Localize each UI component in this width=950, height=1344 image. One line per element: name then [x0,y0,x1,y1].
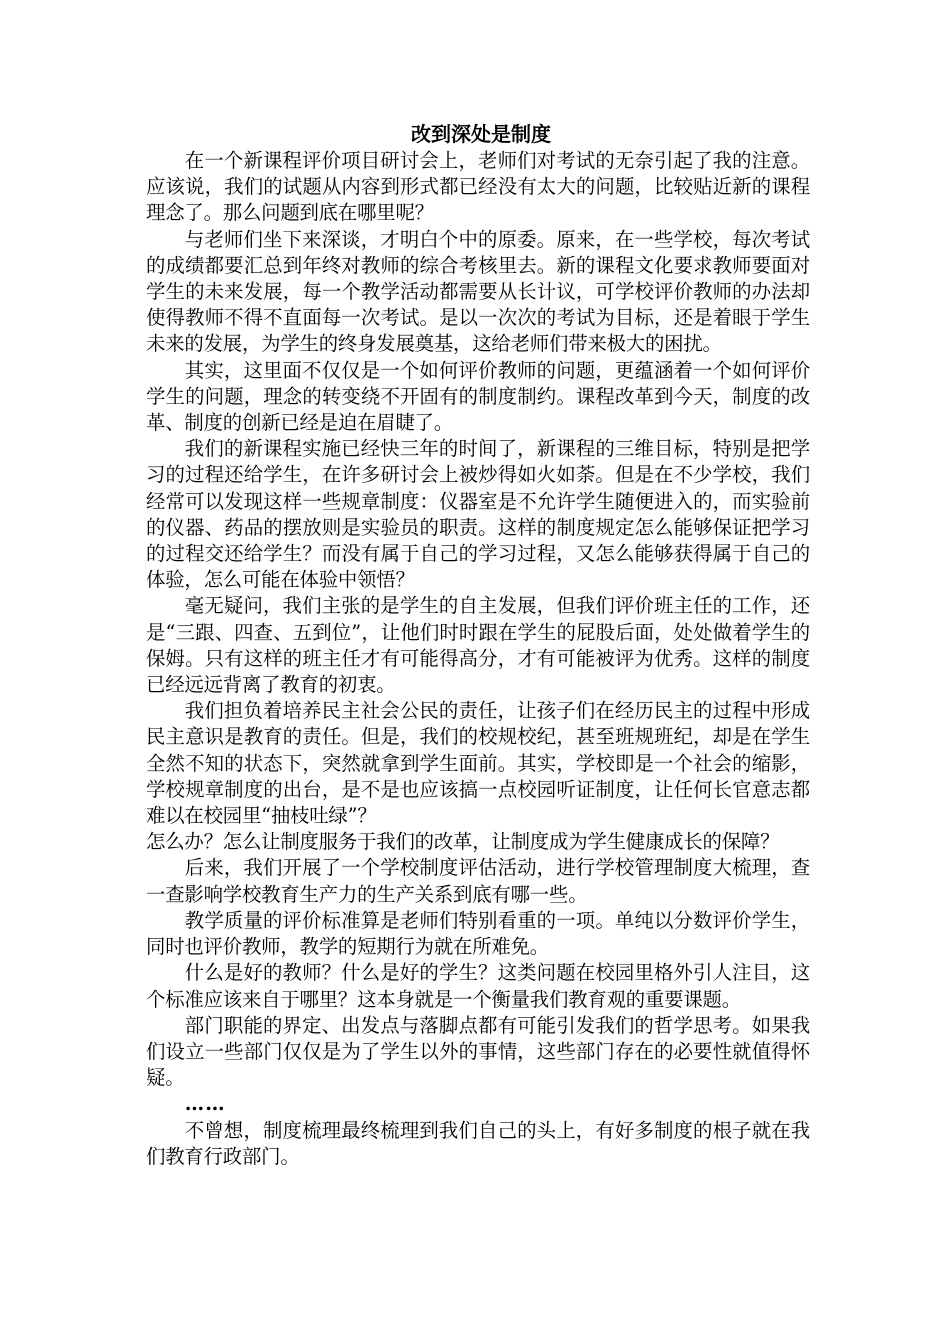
paragraph-8: 后来，我们开展了一个学校制度评估活动，进行学校管理制度大梳理，查一查影响学校教育生产力的生产关系到底有哪一些。 [146,856,810,906]
ellipsis-line: …… [184,1092,226,1116]
paragraph-12: 不曾想，制度梳理最终梳理到我们自己的头上，有好多制度的根子就在我们教育行政部门。 [146,1118,810,1168]
paragraph-2: 与老师们坐下来深谈，才明白个中的原委。原来，在一些学校，每次考试的成绩都要汇总到年终对教师的综合考核里去。新的课程文化要求教师要面对学生的未来发展，每一个教学活动都需要从长计议，可学校评价教师的办法却使得教师不得不直面每一次考试。是以一次次的考试为目标，还是着眼于学生未来的发展，为学生的终身发展奠基，这给老师们带来极大的困扰。 [146,227,810,356]
paragraph-7: 怎么办？怎么让制度服务于我们的改革，让制度成为学生健康成长的保障？ [146,830,780,854]
paragraph-3: 其实，这里面不仅仅是一个如何评价教师的问题，更蕴涵着一个如何评价学生的问题，理念的转变绕不开固有的制度制约。课程改革到今天，制度的改革、制度的创新已经是迫在眉睫了。 [146,358,810,435]
paragraph-5: 毫无疑问，我们主张的是学生的自主发展，但我们评价班主任的工作，还是“三跟、四查、五到位”，让他们时时跟在学生的屁股后面，处处做着学生的保姆。只有这样的班主任才有可能得高分，才有可能被评为优秀。这样的制度已经远远背离了教育的初衷。 [146,594,810,697]
document-page [146,120,810,1170]
paragraph-9: 教学质量的评价标准算是老师们特别看重的一项。单纯以分数评价学生，同时也评价教师，教学的短期行为就在所难免。 [146,908,810,959]
paragraph-10: 什么是好的教师？什么是好的学生？这类问题在校园里格外引人注目，这个标准应该来自于哪里？这本身就是一个衡量我们教育观的重要课题。 [146,961,810,1011]
document-title: 改到深处是制度 [411,122,551,146]
paragraph-6: 我们担负着培养民主社会公民的责任，让孩子们在经历民主的过程中形成民主意识是教育的责任。但是，我们的校规校纪，甚至班规班纪，却是在学生全然不知的状态下，突然就拿到学生面前。其实，学校即是一个社会的缩影，学校规章制度的出台，是不是也应该搞一点校园听证制度，让任何长官意志都难以在校园里“抽枝吐绿”？ [146,699,810,828]
paragraph-4: 我们的新课程实施已经快三年的时间了，新课程的三维目标，特别是把学习的过程还给学生，在许多研讨会上被炒得如火如荼。但是在不少学校，我们经常可以发现这样一些规章制度：仪器室是不允许学生随便进入的，而实验前的仪器、药品的摆放则是实验员的职责。这样的制度规定怎么能够保证把学习的过程交还给学生？而没有属于自己的学习过程，又怎么能够获得属于自己的体验，怎么可能在体验中领悟？ [146,437,810,592]
paragraph-11: 部门职能的界定、出发点与落脚点都有可能引发我们的哲学思考。如果我们设立一些部门仅仅是为了学生以外的事情，这些部门存在的必要性就值得怀疑。 [146,1013,810,1090]
paragraph-1: 在一个新课程评价项目研讨会上，老师们对考试的无奈引起了我的注意。应该说，我们的试题从内容到形式都已经没有太大的问题，比较贴近新的课程理念了。那么问题到底在哪里呢？ [146,149,810,225]
